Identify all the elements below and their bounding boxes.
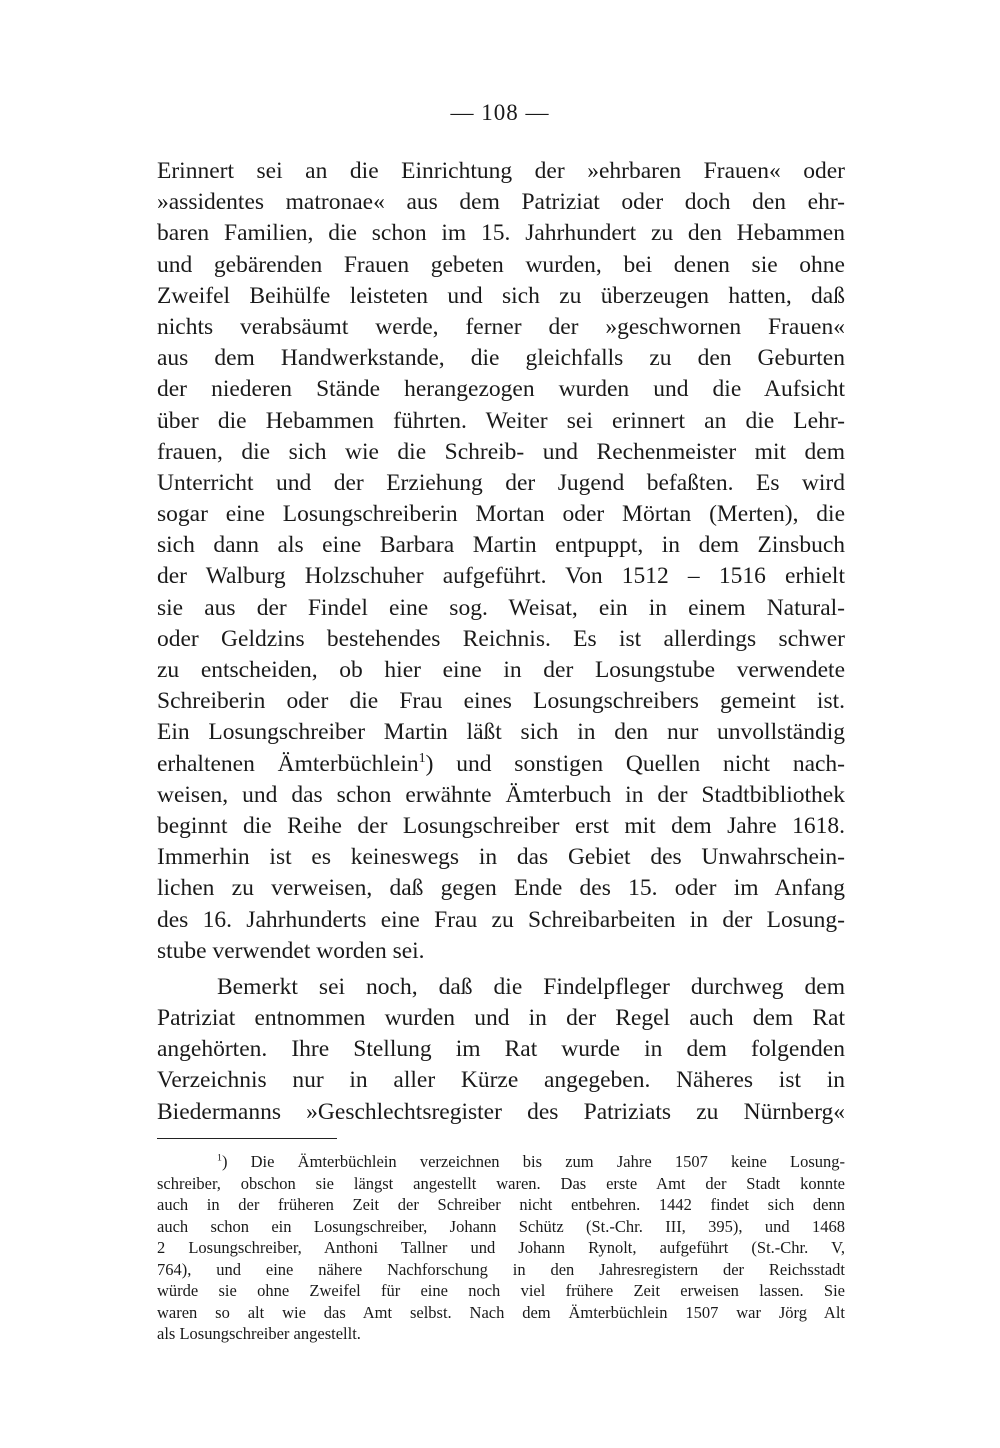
main-text: [157, 156, 845, 1128]
text-line: sie aus der Findel eine sog. Weisat, ein in einem Natural-: [157, 594, 845, 621]
footnote-body: [157, 1173, 845, 1345]
text-line: lichen zu verweisen, daß gegen Ende des 15. oder im Anfang: [157, 875, 845, 902]
footnote: [157, 1151, 845, 1345]
footnote-line: als Losungschreiber angestellt.: [157, 1324, 361, 1343]
text-line: »assidentes matronae« aus dem Patriziat oder doch den ehr-: [157, 189, 845, 216]
footnote-separator: [157, 1138, 337, 1139]
text-line: Immerhin ist es keineswegs in das Gebiet des Unwahrschein-: [157, 844, 845, 871]
text-line: sogar eine Losungschreiberin Mortan oder Mörtan (Merten), die: [157, 501, 845, 528]
paragraph-2: [157, 972, 845, 1128]
text-line: und gebärenden Frauen gebeten wurden, bei denen sie ohne: [157, 251, 845, 278]
footnote-line: auch schon ein Losungschreiber, Johann Schütz (St.-Chr. III, 395), und 1468: [157, 1216, 845, 1236]
footnote-line: 764), und eine nähere Nachforschung in den Jahresregistern der Reichsstadt: [157, 1259, 845, 1279]
paragraph-1: [157, 156, 845, 749]
footnote-line: auch in der früheren Zeit der Schreiber nicht entbehren. 1442 findet sich denn: [157, 1195, 845, 1214]
text-line-footnote-ref: [157, 749, 845, 780]
text-line: aus dem Handwerkstande, die gleichfalls zu den Geburten: [157, 345, 845, 372]
text-line: Zweifel Beihülfe leisteten und sich zu überzeugen hatten, daß: [157, 282, 845, 309]
text-line: der niederen Stände herangezogen wurden und die Aufsicht: [157, 376, 845, 403]
text-line: baren Familien, die schon im 15. Jahrhundert zu den Hebammen: [157, 220, 845, 247]
text-line: Bemerkt sei noch, daß die Findelpfleger durchweg dem: [217, 973, 845, 1000]
text-line: des 16. Jahrhunderts eine Frau zu Schreibarbeiten in der Losung-: [157, 906, 845, 933]
footnote-line: [157, 1151, 845, 1173]
text-line: Ein Losungschreiber Martin läßt sich in den nur unvollständig: [157, 719, 845, 746]
text-line: Biedermanns »Geschlechtsregister des Patriziats zu Nürnberg«: [157, 1098, 845, 1125]
footnote-line: würde sie ohne Zweifel für eine noch viel frühere Zeit erweisen lassen. Sie: [157, 1281, 845, 1300]
footnote-line: schreiber, obschon sie längst angestellt waren. Das erste Amt der Stadt konnte: [157, 1173, 845, 1193]
text-line: Erinnert sei an die Einrichtung der »ehrbaren Frauen« oder: [157, 158, 845, 184]
text-line: stube verwendet worden sei.: [157, 937, 425, 964]
text-line: zu entscheiden, ob hier eine in der Losungstube verwendete: [157, 657, 845, 683]
text-line: Patriziat entnommen wurden und in der Regel auch dem Rat: [157, 1005, 845, 1032]
footnote-line: waren so alt wie das Amt selbst. Nach dem Ämterbüchlein 1507 war Jörg Alt: [157, 1302, 845, 1322]
text-line: Verzeichnis nur in aller Kürze angegeben. Näheres ist in: [157, 1067, 845, 1094]
text-line: frauen, die sich wie die Schreib- und Rechenmeister mit dem: [157, 438, 845, 465]
text-line: angehörten. Ihre Stellung im Rat wurde in dem folgenden: [157, 1036, 845, 1063]
footnote-reference[interactable]: 1: [418, 749, 426, 766]
text-line: nichts verabsäumt werde, ferner der »geschwornen Frauen«: [157, 313, 845, 340]
text-line: beginnt die Reihe der Losungschreiber erst mit dem Jahre 1618.: [157, 812, 845, 839]
text-line: der Walburg Holzschuher aufgeführt. Von 1512 – 1516 erhielt: [157, 563, 845, 590]
text-line: weisen, und das schon erwähnte Ämterbuch in der Stadtbibliothek: [157, 781, 845, 808]
text-line: über die Hebammen führten. Weiter sei erinnert an die Lehr-: [157, 407, 845, 434]
text-fragment: erhaltenen Ämterbüchlein: [157, 750, 419, 777]
text-line: Schreiberin oder die Frau eines Losungschreibers gemeint ist.: [157, 688, 845, 715]
text-fragment: ) und sonstigen Quellen nicht nach-: [425, 750, 846, 777]
text-line: sich dann als eine Barbara Martin entpuppt, in dem Zinsbuch: [157, 532, 845, 559]
footnote-mark: 1: [217, 1152, 222, 1164]
text-fragment: ) Die Ämterbüchlein verzeichnen bis zum Jahre 1507 keine Losung-: [221, 1152, 845, 1171]
footnote-line: 2 Losungschreiber, Anthoni Tallner und Johann Rynolt, aufgeführt (St.-Chr. V,: [157, 1238, 845, 1257]
text-line: Unterricht und der Erziehung der Jugend befaßten. Es wird: [157, 469, 845, 496]
text-line: oder Geldzins bestehendes Reichnis. Es ist allerdings schwer: [157, 625, 845, 652]
page-number: — 108 —: [450, 100, 550, 125]
paragraph-1-continued: [157, 780, 845, 967]
